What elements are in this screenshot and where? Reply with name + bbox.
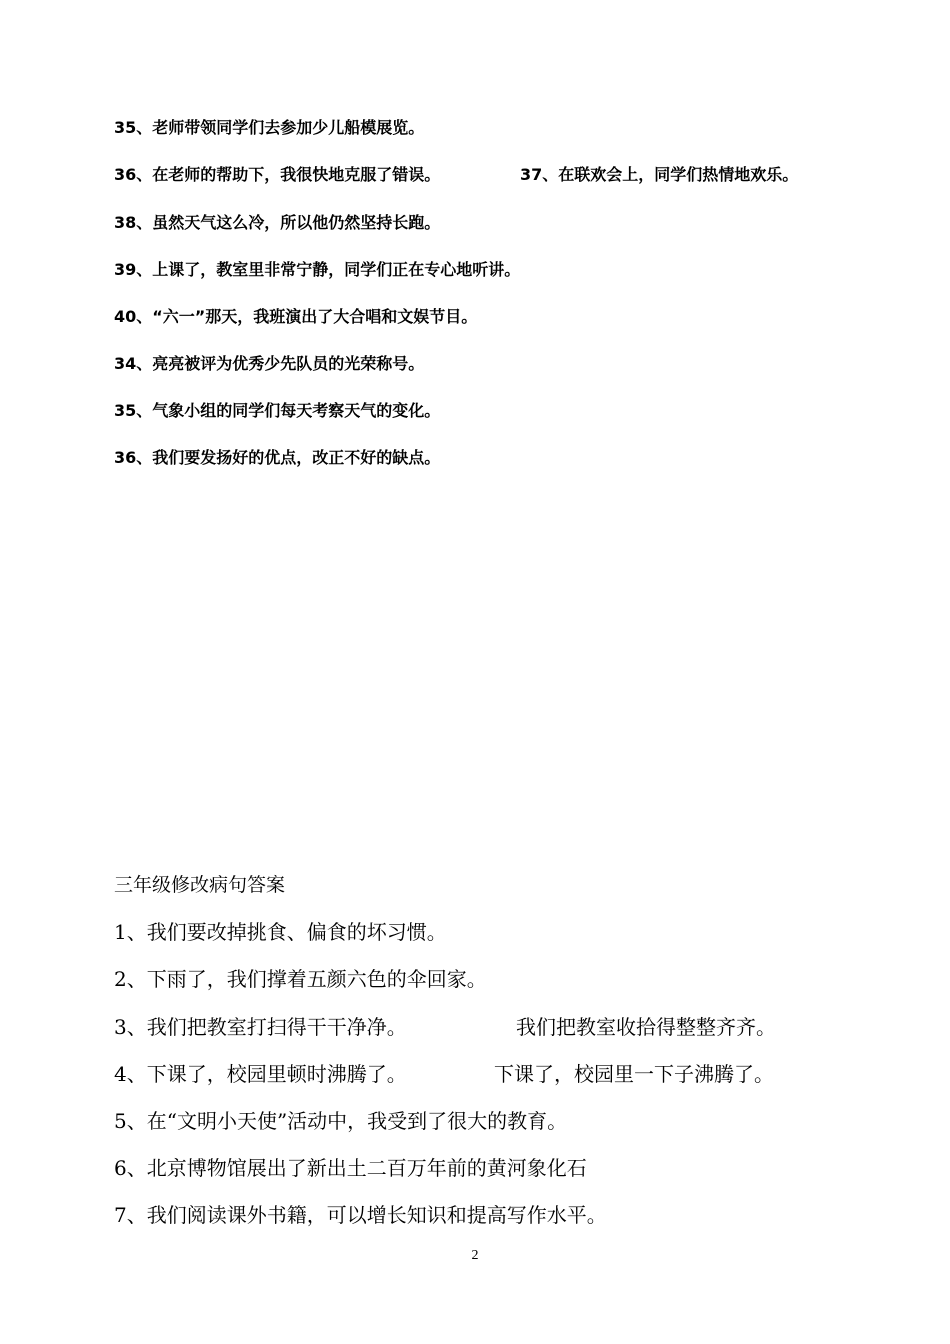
- answer-3b: 我们把教室收拾得整整齐齐。: [516, 1015, 776, 1039]
- answer-1: 1、我们要改掉挑食、偏食的坏习惯。: [114, 920, 447, 944]
- answer-4a: 4、下课了，校园里顿时沸腾了。: [114, 1062, 407, 1086]
- answer-3a: 3、我们把教室打扫得干干净净。: [114, 1015, 407, 1039]
- answer-4b: 下课了，校园里一下子沸腾了。: [494, 1062, 774, 1086]
- sentence-39: 39、上课了，教室里非常宁静，同学们正在专心地听讲。: [114, 260, 521, 279]
- answers-title: 三年级修改病句答案: [114, 874, 286, 896]
- sentence-36: 36、在老师的帮助下，我很快地克服了错误。: [114, 165, 441, 184]
- answer-7: 7、我们阅读课外书籍，可以增长知识和提高写作水平。: [114, 1203, 607, 1227]
- sentence-38: 38、虽然天气这么冷，所以他仍然坚持长跑。: [114, 213, 441, 232]
- answer-5: 5、在“文明小天使”活动中，我受到了很大的教育。: [114, 1109, 568, 1133]
- sentence-37: 37、在联欢会上，同学们热情地欢乐。: [520, 165, 799, 184]
- sentence-35: 35、老师带领同学们去参加少儿船模展览。: [114, 118, 425, 137]
- sentence-35b: 35、气象小组的同学们每天考察天气的变化。: [114, 401, 441, 420]
- sentence-34: 34、亮亮被评为优秀少先队员的光荣称号。: [114, 354, 425, 373]
- sentence-40: 40、“六一”那天，我班演出了大合唱和文娱节目。: [114, 307, 478, 326]
- answer-6: 6、北京博物馆展出了新出土二百万年前的黄河象化石: [114, 1156, 587, 1180]
- answer-2: 2、下雨了，我们撑着五颜六色的伞回家。: [114, 967, 487, 991]
- sentence-36b: 36、我们要发扬好的优点，改正不好的缺点。: [114, 448, 441, 467]
- page-number: 2: [471, 1248, 479, 1263]
